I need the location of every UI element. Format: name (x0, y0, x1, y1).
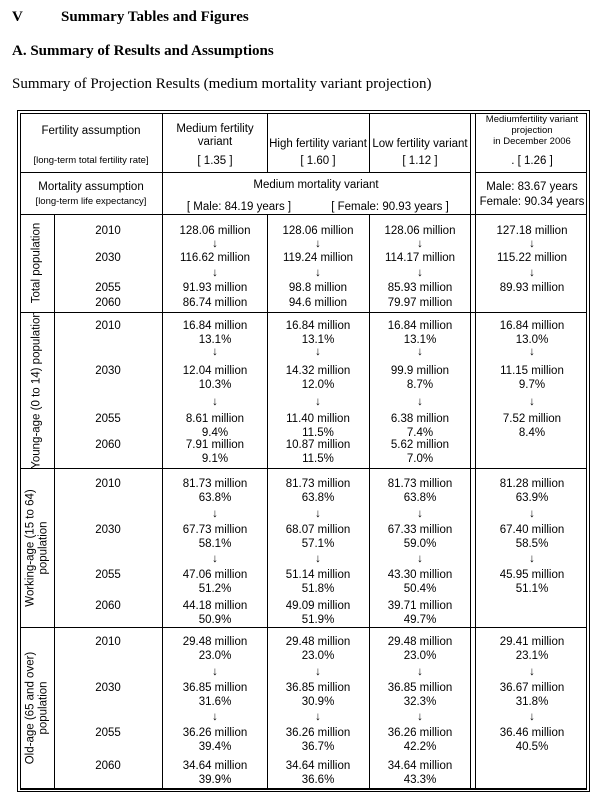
year-label: 2010 (95, 478, 121, 490)
grid-line (470, 627, 471, 789)
down-arrow-icon: ↓ (212, 553, 218, 565)
projection-value: 40.5% (515, 741, 549, 753)
projection-value: 49.09 million (285, 600, 351, 612)
down-arrow-icon: ↓ (315, 267, 321, 279)
projection-value: 23.1% (515, 650, 549, 662)
grid-line (54, 312, 55, 468)
projection-value: 81.73 million (285, 478, 351, 490)
grid-line (369, 468, 370, 627)
grid-line (20, 214, 587, 215)
grid-line (369, 312, 370, 468)
group-label: Young-age (0 to 14) population (30, 311, 43, 469)
grid-line (470, 312, 471, 468)
projection-value: 10.87 million (285, 439, 351, 451)
projection-summary-table (17, 110, 590, 792)
variant-name: Low fertility variant (372, 138, 468, 150)
variant-fertility-rate: . [ 1.26 ] (511, 155, 553, 167)
projection-value: 36.85 million (182, 682, 248, 694)
projection-value: 31.6% (198, 696, 232, 708)
projection-value: 23.0% (198, 650, 232, 662)
year-label: 2060 (95, 600, 121, 612)
projection-value: 51.14 million (285, 569, 351, 581)
projection-value: 7.4% (406, 427, 434, 439)
projection-value: 11.40 million (286, 413, 350, 425)
projection-value: 119.24 million (282, 252, 354, 264)
grid-line (267, 214, 268, 312)
group-label: population (37, 681, 49, 735)
grid-line (162, 113, 163, 172)
projection-value: 29.48 million (182, 636, 248, 648)
grid-line (54, 468, 55, 627)
male-life-expectancy: [ Male: 84.19 years ] (186, 201, 292, 213)
down-arrow-icon: ↓ (315, 396, 321, 408)
down-arrow-icon: ↓ (529, 508, 535, 520)
year-label: 2010 (95, 636, 121, 648)
projection-value: 81.73 million (387, 478, 453, 490)
projection-value: 86.74 million (182, 297, 248, 309)
variant-name: projection (511, 125, 553, 136)
projection-value: 115.22 million (496, 252, 568, 264)
projection-value: 36.26 million (285, 727, 351, 739)
down-arrow-icon: ↓ (212, 508, 218, 520)
projection-value: 6.38 million (390, 413, 450, 425)
projection-value: 36.85 million (285, 682, 351, 694)
grid-line (475, 312, 476, 468)
projection-value: 8.7% (406, 379, 434, 391)
down-arrow-icon: ↓ (315, 666, 321, 678)
down-arrow-icon: ↓ (417, 396, 423, 408)
projection-value: 36.67 million (499, 682, 565, 694)
projection-value: 36.26 million (387, 727, 453, 739)
grid-line (475, 214, 476, 312)
grid-line (54, 627, 55, 789)
projection-value: 36.46 million (499, 727, 565, 739)
down-arrow-icon: ↓ (529, 396, 535, 408)
projection-value: 43.30 million (387, 569, 453, 581)
projection-value: 7.0% (406, 453, 434, 465)
year-label: 2055 (95, 569, 121, 581)
down-arrow-icon: ↓ (212, 666, 218, 678)
group-label: population (37, 520, 49, 575)
projection-value: 34.64 million (285, 760, 351, 772)
projection-value: 29.48 million (387, 636, 453, 648)
year-label: 2060 (95, 439, 121, 451)
projection-value: 11.5% (302, 453, 334, 465)
grid-line (475, 627, 476, 789)
grid-line (267, 113, 268, 172)
fertility-assumption-label: Fertility assumption (41, 125, 141, 137)
projection-value: 10.3% (198, 379, 232, 391)
projection-value: 9.1% (201, 453, 229, 465)
fertility-rate-sublabel: [long-term total fertility rate] (33, 155, 149, 166)
projection-value: 36.7% (301, 741, 335, 753)
grid-line (20, 312, 587, 313)
projection-value: 44.18 million (182, 600, 248, 612)
projection-value: 7.52 million (502, 413, 562, 425)
grid-line (475, 113, 476, 214)
projection-value: 16.84 million (182, 320, 248, 332)
section-title: Summary Tables and Figures (61, 9, 249, 25)
variant-fertility-rate: [ 1.60 ] (300, 155, 336, 167)
projection-value: 11.15 million (500, 365, 564, 377)
projection-value: 50.4% (403, 583, 437, 595)
projection-value: 29.41 million (499, 636, 565, 648)
projection-value: 34.64 million (182, 760, 248, 772)
projection-value: 11.5% (302, 427, 334, 439)
down-arrow-icon: ↓ (417, 711, 423, 723)
grid-line (162, 468, 163, 627)
grid-line (267, 312, 268, 468)
projection-value: 8.4% (518, 427, 546, 439)
grid-line (369, 214, 370, 312)
life-expectancy-sublabel: [long-term life expectancy] (35, 196, 147, 207)
down-arrow-icon: ↓ (529, 238, 535, 250)
projection-value: 68.07 million (285, 524, 351, 536)
variant-name: High fertility variant (269, 138, 367, 150)
variant-fertility-rate: [ 1.35 ] (197, 155, 233, 167)
projection-value: 12.04 million (182, 365, 248, 377)
projection-value: 9.4% (201, 427, 229, 439)
projection-value: 128.06 million (384, 225, 456, 237)
projection-value: 36.85 million (387, 682, 453, 694)
down-arrow-icon: ↓ (529, 267, 535, 279)
year-label: 2055 (95, 282, 121, 294)
down-arrow-icon: ↓ (529, 666, 535, 678)
grid-line (470, 468, 471, 627)
projection-value: 79.97 million (387, 297, 453, 309)
down-arrow-icon: ↓ (417, 267, 423, 279)
projection-value: 7.91 million (185, 439, 245, 451)
projection-value: 114.17 million (384, 252, 456, 264)
year-label: 2030 (95, 682, 121, 694)
down-arrow-icon: ↓ (315, 346, 321, 358)
grid-line (54, 214, 55, 312)
projection-value: 67.73 million (182, 524, 248, 536)
grid-line (267, 627, 268, 789)
variant-name: Mediumfertility variant (485, 114, 579, 125)
group-label: Working-age (15 to 64) (24, 488, 36, 607)
down-arrow-icon: ↓ (212, 711, 218, 723)
projection-value: 23.0% (403, 650, 437, 662)
projection-value: 49.7% (403, 614, 437, 626)
projection-value: 58.5% (515, 538, 549, 550)
projection-value: 34.64 million (387, 760, 453, 772)
projection-value: 30.9% (301, 696, 335, 708)
projection-value: 57.1% (301, 538, 335, 550)
projection-value: 98.8 million (288, 282, 348, 294)
projection-value: 58.1% (198, 538, 232, 550)
down-arrow-icon: ↓ (417, 508, 423, 520)
projection-value: 116.62 million (179, 252, 251, 264)
year-label: 2010 (95, 320, 121, 332)
dec2006-female-life-expectancy: Female: 90.34 years (479, 196, 585, 208)
grid-line (369, 627, 370, 789)
down-arrow-icon: ↓ (315, 238, 321, 250)
table-caption: Summary of Projection Results (medium mortality variant projection) (12, 76, 432, 92)
projection-value: 13.1% (301, 334, 335, 346)
projection-value: 16.84 million (285, 320, 351, 332)
projection-value: 29.48 million (285, 636, 351, 648)
projection-value: 51.8% (301, 583, 335, 595)
projection-value: 12.0% (301, 379, 335, 391)
grid-line (470, 113, 471, 214)
projection-value: 63.8% (403, 492, 437, 504)
projection-value: 81.28 million (499, 478, 565, 490)
projection-value: 63.8% (198, 492, 232, 504)
down-arrow-icon: ↓ (529, 711, 535, 723)
down-arrow-icon: ↓ (212, 346, 218, 358)
projection-value: 45.95 million (499, 569, 565, 581)
projection-value: 31.8% (515, 696, 549, 708)
dec2006-male-life-expectancy: Male: 83.67 years (486, 181, 578, 193)
projection-value: 51.1% (515, 583, 549, 595)
projection-value: 13.0% (515, 334, 549, 346)
projection-value: 81.73 million (182, 478, 248, 490)
projection-value: 13.1% (198, 334, 232, 346)
year-label: 2060 (95, 297, 121, 309)
variant-name: Medium fertility (176, 123, 254, 135)
grid-line (162, 214, 163, 312)
projection-value: 47.06 million (182, 569, 248, 581)
projection-value: 32.3% (403, 696, 437, 708)
grid-line (162, 627, 163, 789)
down-arrow-icon: ↓ (417, 238, 423, 250)
projection-value: 85.93 million (387, 282, 453, 294)
year-label: 2030 (95, 524, 121, 536)
year-label: 2055 (95, 413, 121, 425)
projection-value: 16.84 million (499, 320, 565, 332)
group-label: Old-age (65 and over) (24, 651, 36, 765)
section-number: V (12, 9, 23, 25)
down-arrow-icon: ↓ (417, 666, 423, 678)
grid-line (369, 113, 370, 172)
projection-value: 5.62 million (390, 439, 450, 451)
projection-value: 14.32 million (285, 365, 351, 377)
projection-value: 127.18 million (496, 225, 568, 237)
projection-value: 36.6% (301, 774, 335, 786)
down-arrow-icon: ↓ (212, 238, 218, 250)
projection-value: 91.93 million (182, 282, 248, 294)
mortality-variant-name: Medium mortality variant (253, 179, 379, 191)
projection-value: 42.2% (403, 741, 437, 753)
projection-value: 36.26 million (182, 727, 248, 739)
projection-value: 128.06 million (282, 225, 354, 237)
year-label: 2010 (95, 225, 121, 237)
projection-value: 8.61 million (185, 413, 245, 425)
female-life-expectancy: [ Female: 90.93 years ] (331, 201, 449, 213)
projection-value: 94.6 million (288, 297, 348, 309)
grid-line (162, 312, 163, 468)
subsection-title: A. Summary of Results and Assumptions (12, 43, 274, 59)
grid-line (20, 468, 587, 469)
projection-value: 51.9% (301, 614, 335, 626)
projection-value: 67.33 million (387, 524, 453, 536)
down-arrow-icon: ↓ (315, 553, 321, 565)
projection-value: 16.84 million (387, 320, 453, 332)
down-arrow-icon: ↓ (315, 508, 321, 520)
down-arrow-icon: ↓ (417, 346, 423, 358)
down-arrow-icon: ↓ (315, 711, 321, 723)
down-arrow-icon: ↓ (529, 346, 535, 358)
grid-line (20, 627, 587, 628)
projection-value: 39.71 million (387, 600, 453, 612)
variant-fertility-rate: [ 1.12 ] (402, 155, 438, 167)
grid-line (470, 214, 471, 312)
projection-value: 67.40 million (499, 524, 565, 536)
projection-value: 59.0% (403, 538, 437, 550)
projection-value: 9.7% (518, 379, 546, 391)
projection-value: 63.8% (301, 492, 335, 504)
grid-line (267, 468, 268, 627)
projection-value: 39.9% (198, 774, 232, 786)
year-label: 2030 (95, 365, 121, 377)
down-arrow-icon: ↓ (212, 396, 218, 408)
grid-line (475, 468, 476, 627)
projection-value: 63.9% (515, 492, 549, 504)
projection-value: 128.06 million (179, 225, 251, 237)
grid-line (162, 172, 163, 214)
grid-line (20, 172, 470, 173)
down-arrow-icon: ↓ (417, 553, 423, 565)
year-label: 2055 (95, 727, 121, 739)
variant-name: variant (197, 136, 233, 148)
projection-value: 99.9 million (390, 365, 450, 377)
down-arrow-icon: ↓ (212, 267, 218, 279)
year-label: 2030 (95, 252, 121, 264)
grid-line (20, 789, 587, 790)
variant-name: in December 2006 (493, 136, 571, 147)
projection-value: 50.9% (198, 614, 232, 626)
mortality-assumption-label: Mortality assumption (38, 181, 144, 193)
projection-value: 23.0% (301, 650, 335, 662)
projection-value: 13.1% (403, 334, 437, 346)
group-label: Total population (30, 222, 43, 304)
down-arrow-icon: ↓ (529, 553, 535, 565)
projection-value: 51.2% (198, 583, 232, 595)
projection-value: 39.4% (198, 741, 232, 753)
grid-line (475, 172, 587, 173)
projection-value: 89.93 million (499, 282, 565, 294)
year-label: 2060 (95, 760, 121, 772)
projection-value: 43.3% (403, 774, 437, 786)
